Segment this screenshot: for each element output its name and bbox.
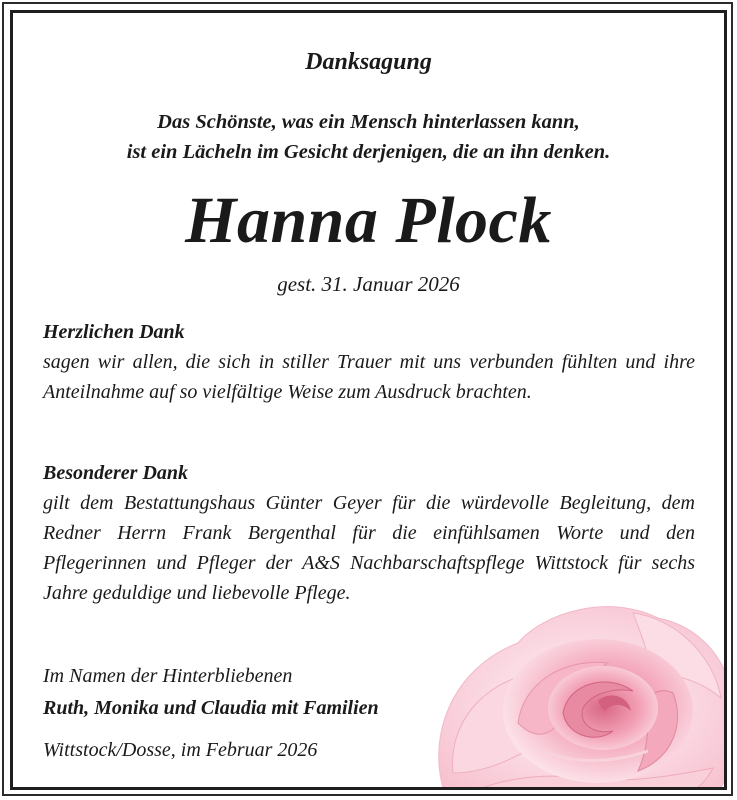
notice-frame bbox=[10, 10, 727, 790]
thanks-special-title: Besonderer Dank bbox=[43, 462, 189, 484]
motto-line-1: Das Schönste, was ein Mensch hinterlassen kann, bbox=[157, 111, 580, 133]
thanks-special bbox=[43, 458, 695, 608]
signature-intro: Im Namen der Hinterbliebenen bbox=[43, 665, 293, 687]
motto-line-2: ist ein Lächeln im Gesicht derjenigen, die an ihn denken. bbox=[126, 141, 611, 163]
place-date: Wittstock/Dosse, im Februar 2026 bbox=[43, 739, 318, 761]
motto bbox=[13, 107, 724, 167]
thanks-special-text: gilt dem Bestattungshaus Günter Geyer für die würdevolle Begleitung, dem Redner Herrn Frank Bergenthal für die einfühlsamen Worte und den Pflegerinnen und Pfleger der A&S Nachbarschaftspflege Wittstock für sechs Jahre geduldige und liebevolle Pflege. bbox=[43, 492, 695, 604]
thanks-general bbox=[43, 317, 695, 407]
thanks-general-text: sagen wir allen, die sich in stiller Trauer mit uns verbunden fühlten und ihre Anteilnahme auf so vielfältige Weise zum Ausdruck brachten. bbox=[43, 351, 695, 403]
death-date: gest. 31. Januar 2026 bbox=[277, 272, 460, 296]
thanks-general-title: Herzlichen Dank bbox=[43, 321, 185, 343]
notice-heading: Danksagung bbox=[305, 49, 432, 75]
deceased-name: Hanna Plock bbox=[185, 184, 552, 257]
signature-names: Ruth, Monika und Claudia mit Familien bbox=[43, 697, 379, 719]
